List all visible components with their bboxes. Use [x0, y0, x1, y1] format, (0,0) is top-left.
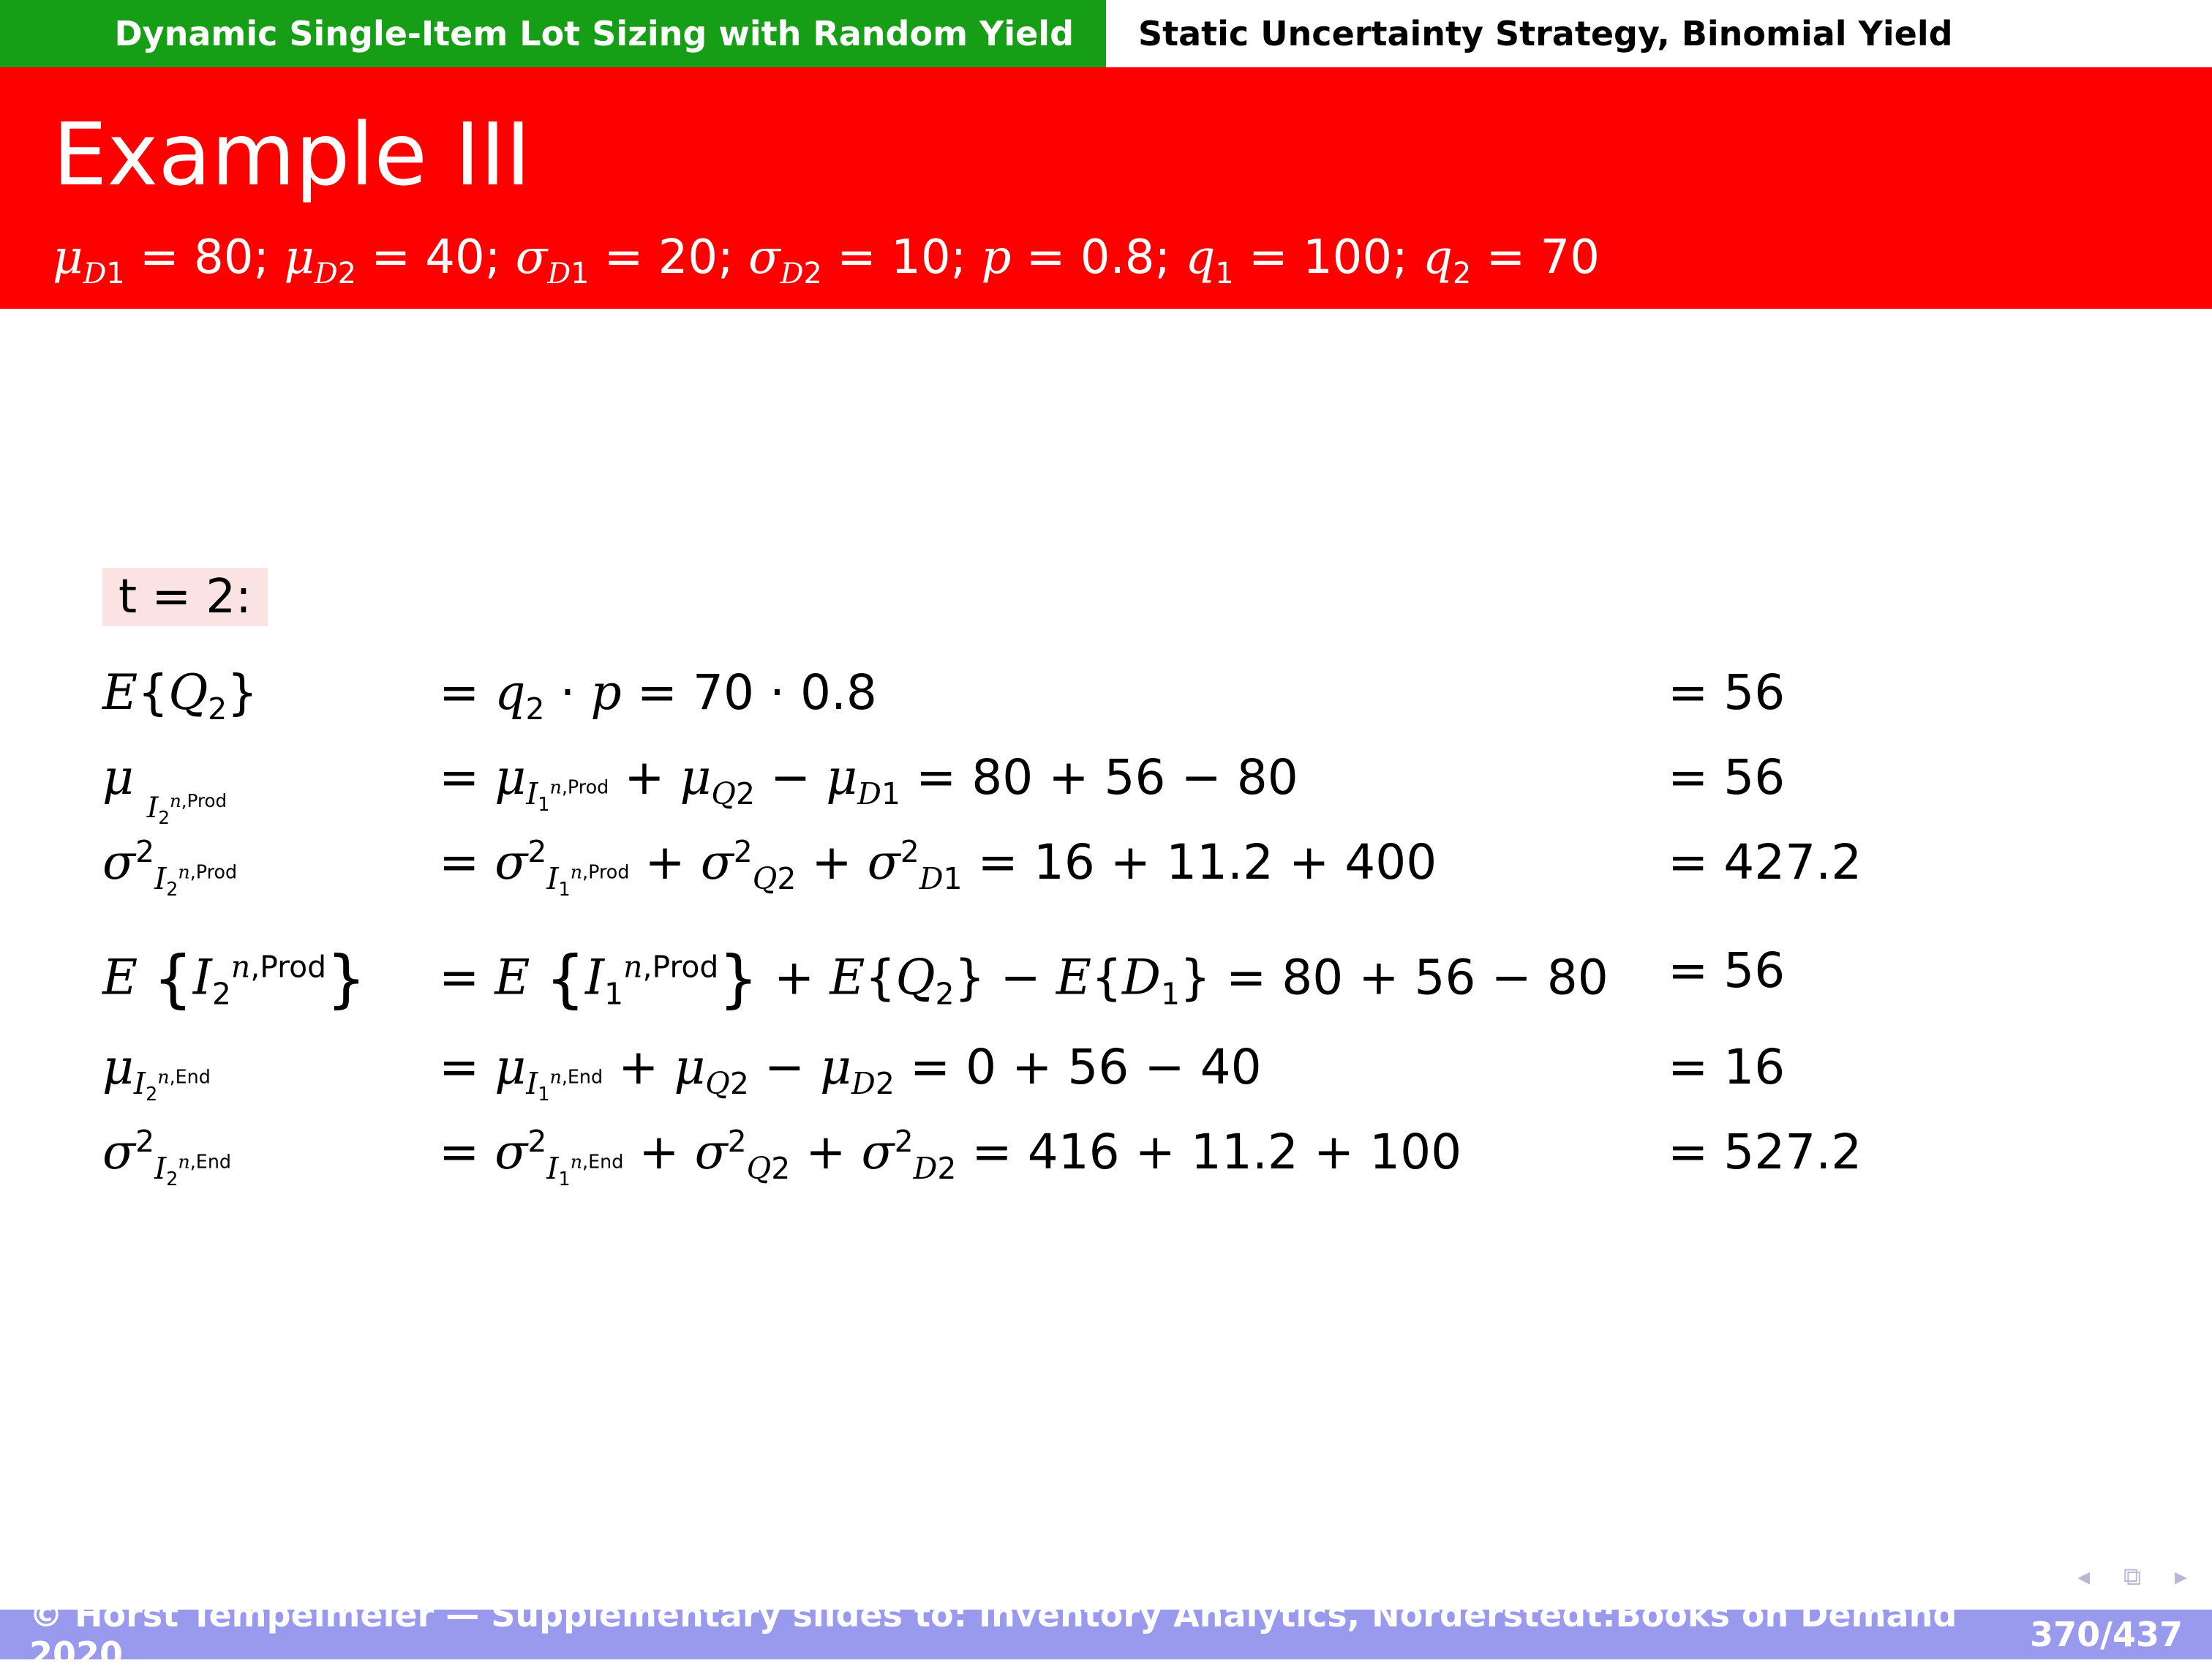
equation-lhs: E $\{I_2^{n,Prod}\}$ — [102, 942, 366, 1016]
page-number: 370/437 — [2030, 1615, 2183, 1654]
param-mu-d1: $\mu_{D1} = 80$; — [53, 230, 269, 290]
equation-expression: = E $\{I_1^{n,Prod}\} + E\{Q_2\} - E\{D_1\} = 80 + 56 - 80$ — [439, 942, 1609, 1016]
equation-result: = 56 — [1668, 664, 1786, 721]
footer-credit: © Horst Tempelmeier — Supplementary slides to: Inventory Analytics, Norderstedt:Books on Demand 2020 — [29, 1595, 1957, 1674]
equation-result: = 56 — [1668, 942, 1786, 999]
nav-prev-icon[interactable]: ◂ — [2077, 1562, 2091, 1591]
param-sigma-d2: $\sigma_{D2} = 10$; — [748, 230, 967, 290]
param-q1: $q_1 = 100$; — [1185, 230, 1408, 290]
equation-result: = 527.2 — [1668, 1124, 1862, 1180]
equation-lhs: μ $I_2^{n,Prod}$ — [102, 749, 227, 828]
equation-result: = 427.2 — [1668, 834, 1862, 890]
nav-frame-icon[interactable]: ⧉ — [2123, 1562, 2142, 1591]
param-mu-d2: $\mu_{D2} = 40$; — [284, 230, 501, 290]
slide-navigation — [2077, 1558, 2187, 1595]
equation-expression: = $\sigma^2_{I_1^{n,Prod}} + \sigma^2_{Q2} + \sigma^2_{D1} = 16 + 11.2 + 400$ — [439, 834, 1437, 901]
param-q2: $q_2 = 70$ — [1423, 230, 1600, 290]
step-label: t = 2: — [102, 568, 268, 626]
equation-expression: = $\sigma^2_{I_1^{n,End}} + \sigma^2_{Q2} + \sigma^2_{D2} = 416 + 11.2 + 100$ — [439, 1124, 1462, 1190]
footer-bar — [0, 1595, 2212, 1674]
equation-lhs: $\mu_{I_2^{n,End}}$ — [102, 1039, 211, 1106]
equation-lhs: $\sigma^2_{I_2^{n,Prod}}$ — [102, 834, 238, 901]
slide-title: Example III — [53, 104, 531, 205]
section-title: Dynamic Single-Item Lot Sizing with Random Yield — [0, 0, 1106, 67]
equation-expression: = $\mu_{I_1^{n,Prod}} + \mu_{Q2} - \mu_{D1} = 80 + 56 - 80$ — [439, 749, 1298, 816]
equation-lhs: $E\{Q_2\}$ — [102, 664, 258, 727]
parameter-line — [53, 230, 1600, 290]
nav-next-icon[interactable]: ▸ — [2174, 1562, 2187, 1591]
equation-result: = 16 — [1668, 1039, 1786, 1095]
equation-expression: = $\mu_{I_1^{n,End}} + \mu_{Q2} - \mu_{D2} = 0 + 56 - 40$ — [439, 1039, 1262, 1106]
subsection-title: Static Uncertainty Strategy, Binomial Yield — [1106, 0, 2212, 67]
equation-expression: = $q_2 \cdot p = 70 \cdot 0.8$ — [439, 664, 877, 727]
equation-lhs: $\sigma^2_{I_2^{n,End}}$ — [102, 1124, 232, 1190]
top-bar — [0, 0, 2212, 67]
param-p: p = 0.8; — [981, 230, 1171, 285]
param-sigma-d1: $\sigma_{D1} = 20$; — [515, 230, 734, 290]
equation-result: = 56 — [1668, 749, 1786, 806]
title-band — [0, 67, 2212, 309]
